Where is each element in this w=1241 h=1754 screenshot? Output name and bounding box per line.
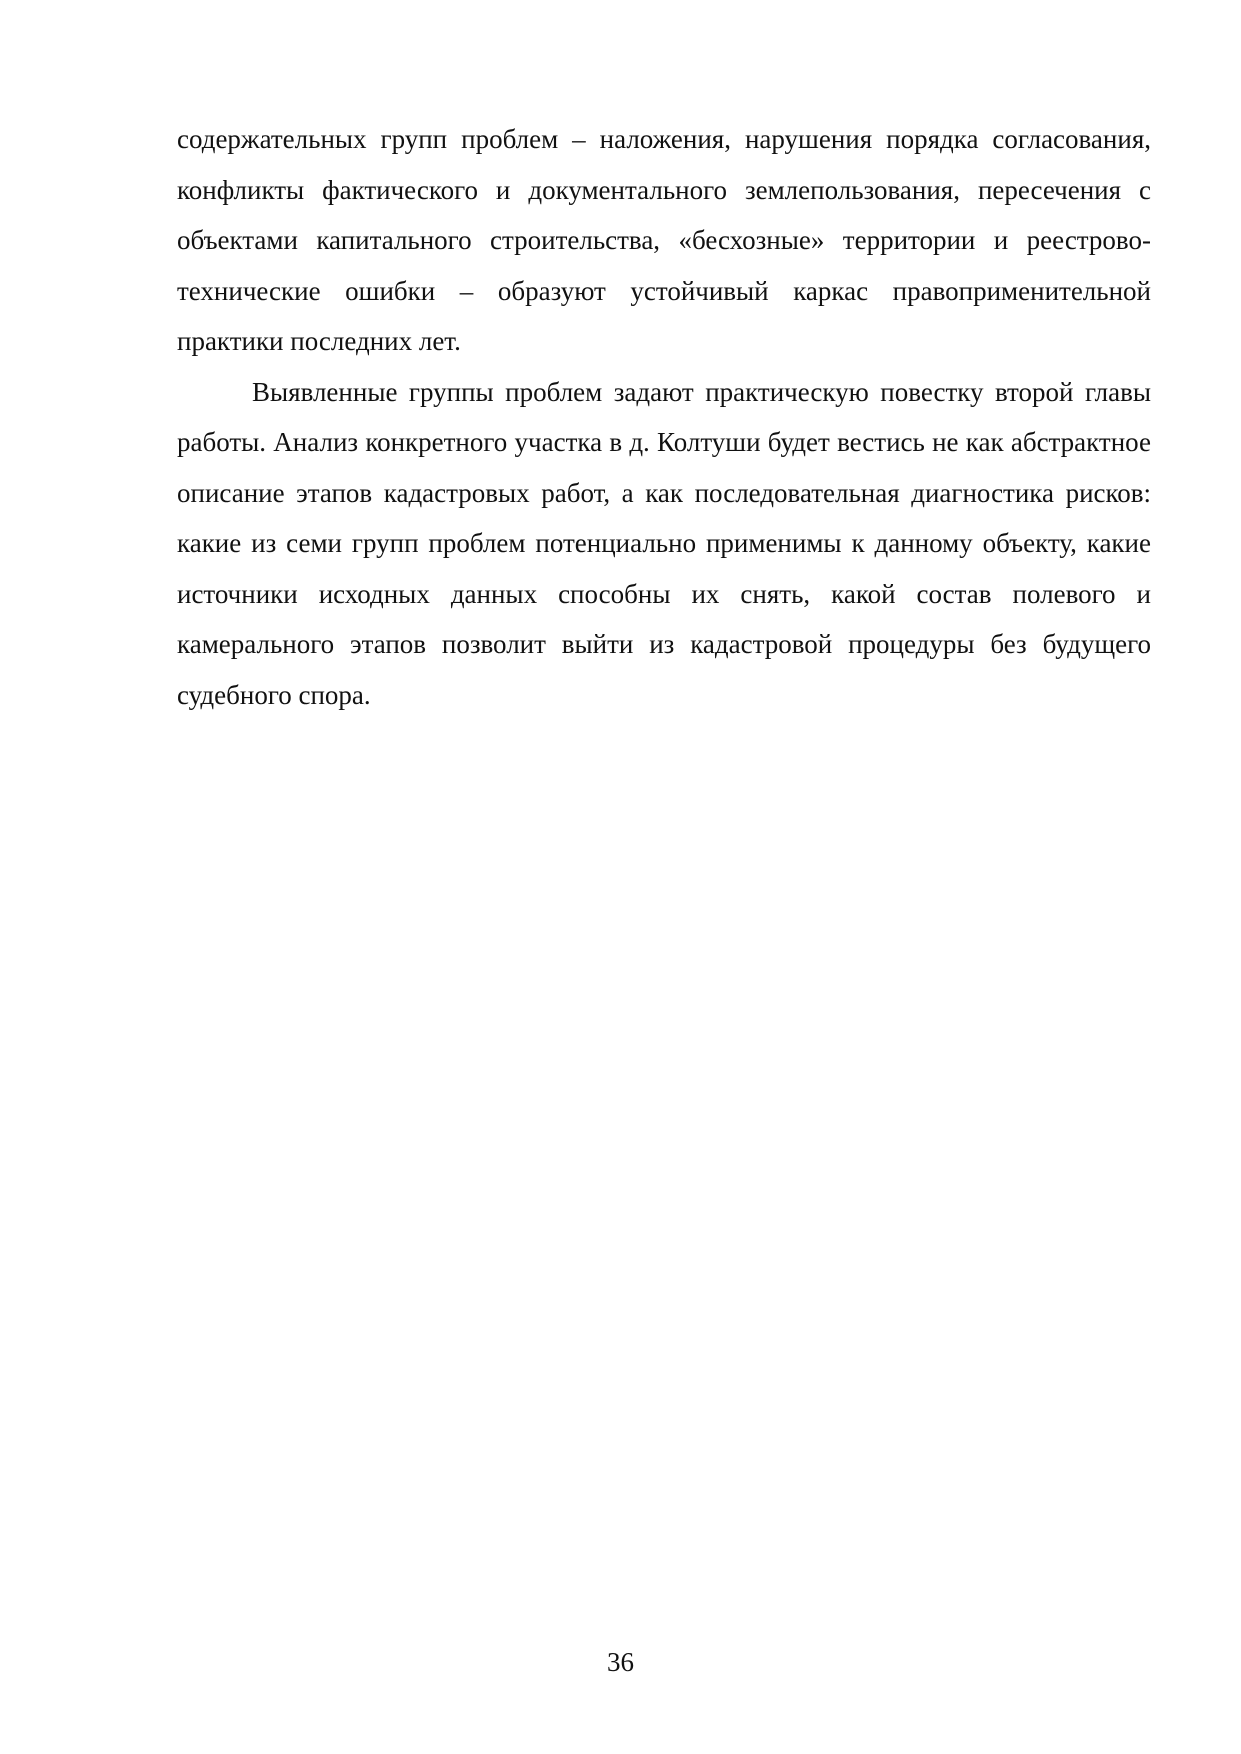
paragraph-continuation: содержательных групп проблем – наложения, нарушения порядка согласования, конфликты фактического и документального землепользования, пересечения с объектами капитального строительства, «бесхозные» территории и реестрово-технические ошибки – образуют устойчивый каркас правоприменительной практики последних лет.: [177, 124, 1151, 356]
body-text: [177, 114, 1151, 720]
paragraph-chapter-agenda: Выявленные группы проблем задают практическую повестку второй главы работы. Анализ конкретного участка в д. Колтуши будет вестись не как абстрактное описание этапов кадастровых работ, а как последовательная диагностика рисков: какие из семи групп проблем потенциально применимы к данному объекту, какие источники исходных данных способны их снять, какой состав полевого и камерального этапов позволит выйти из кадастровой процедуры без будущего судебного спора.: [177, 376, 1151, 710]
page-number: 36: [607, 1647, 634, 1677]
